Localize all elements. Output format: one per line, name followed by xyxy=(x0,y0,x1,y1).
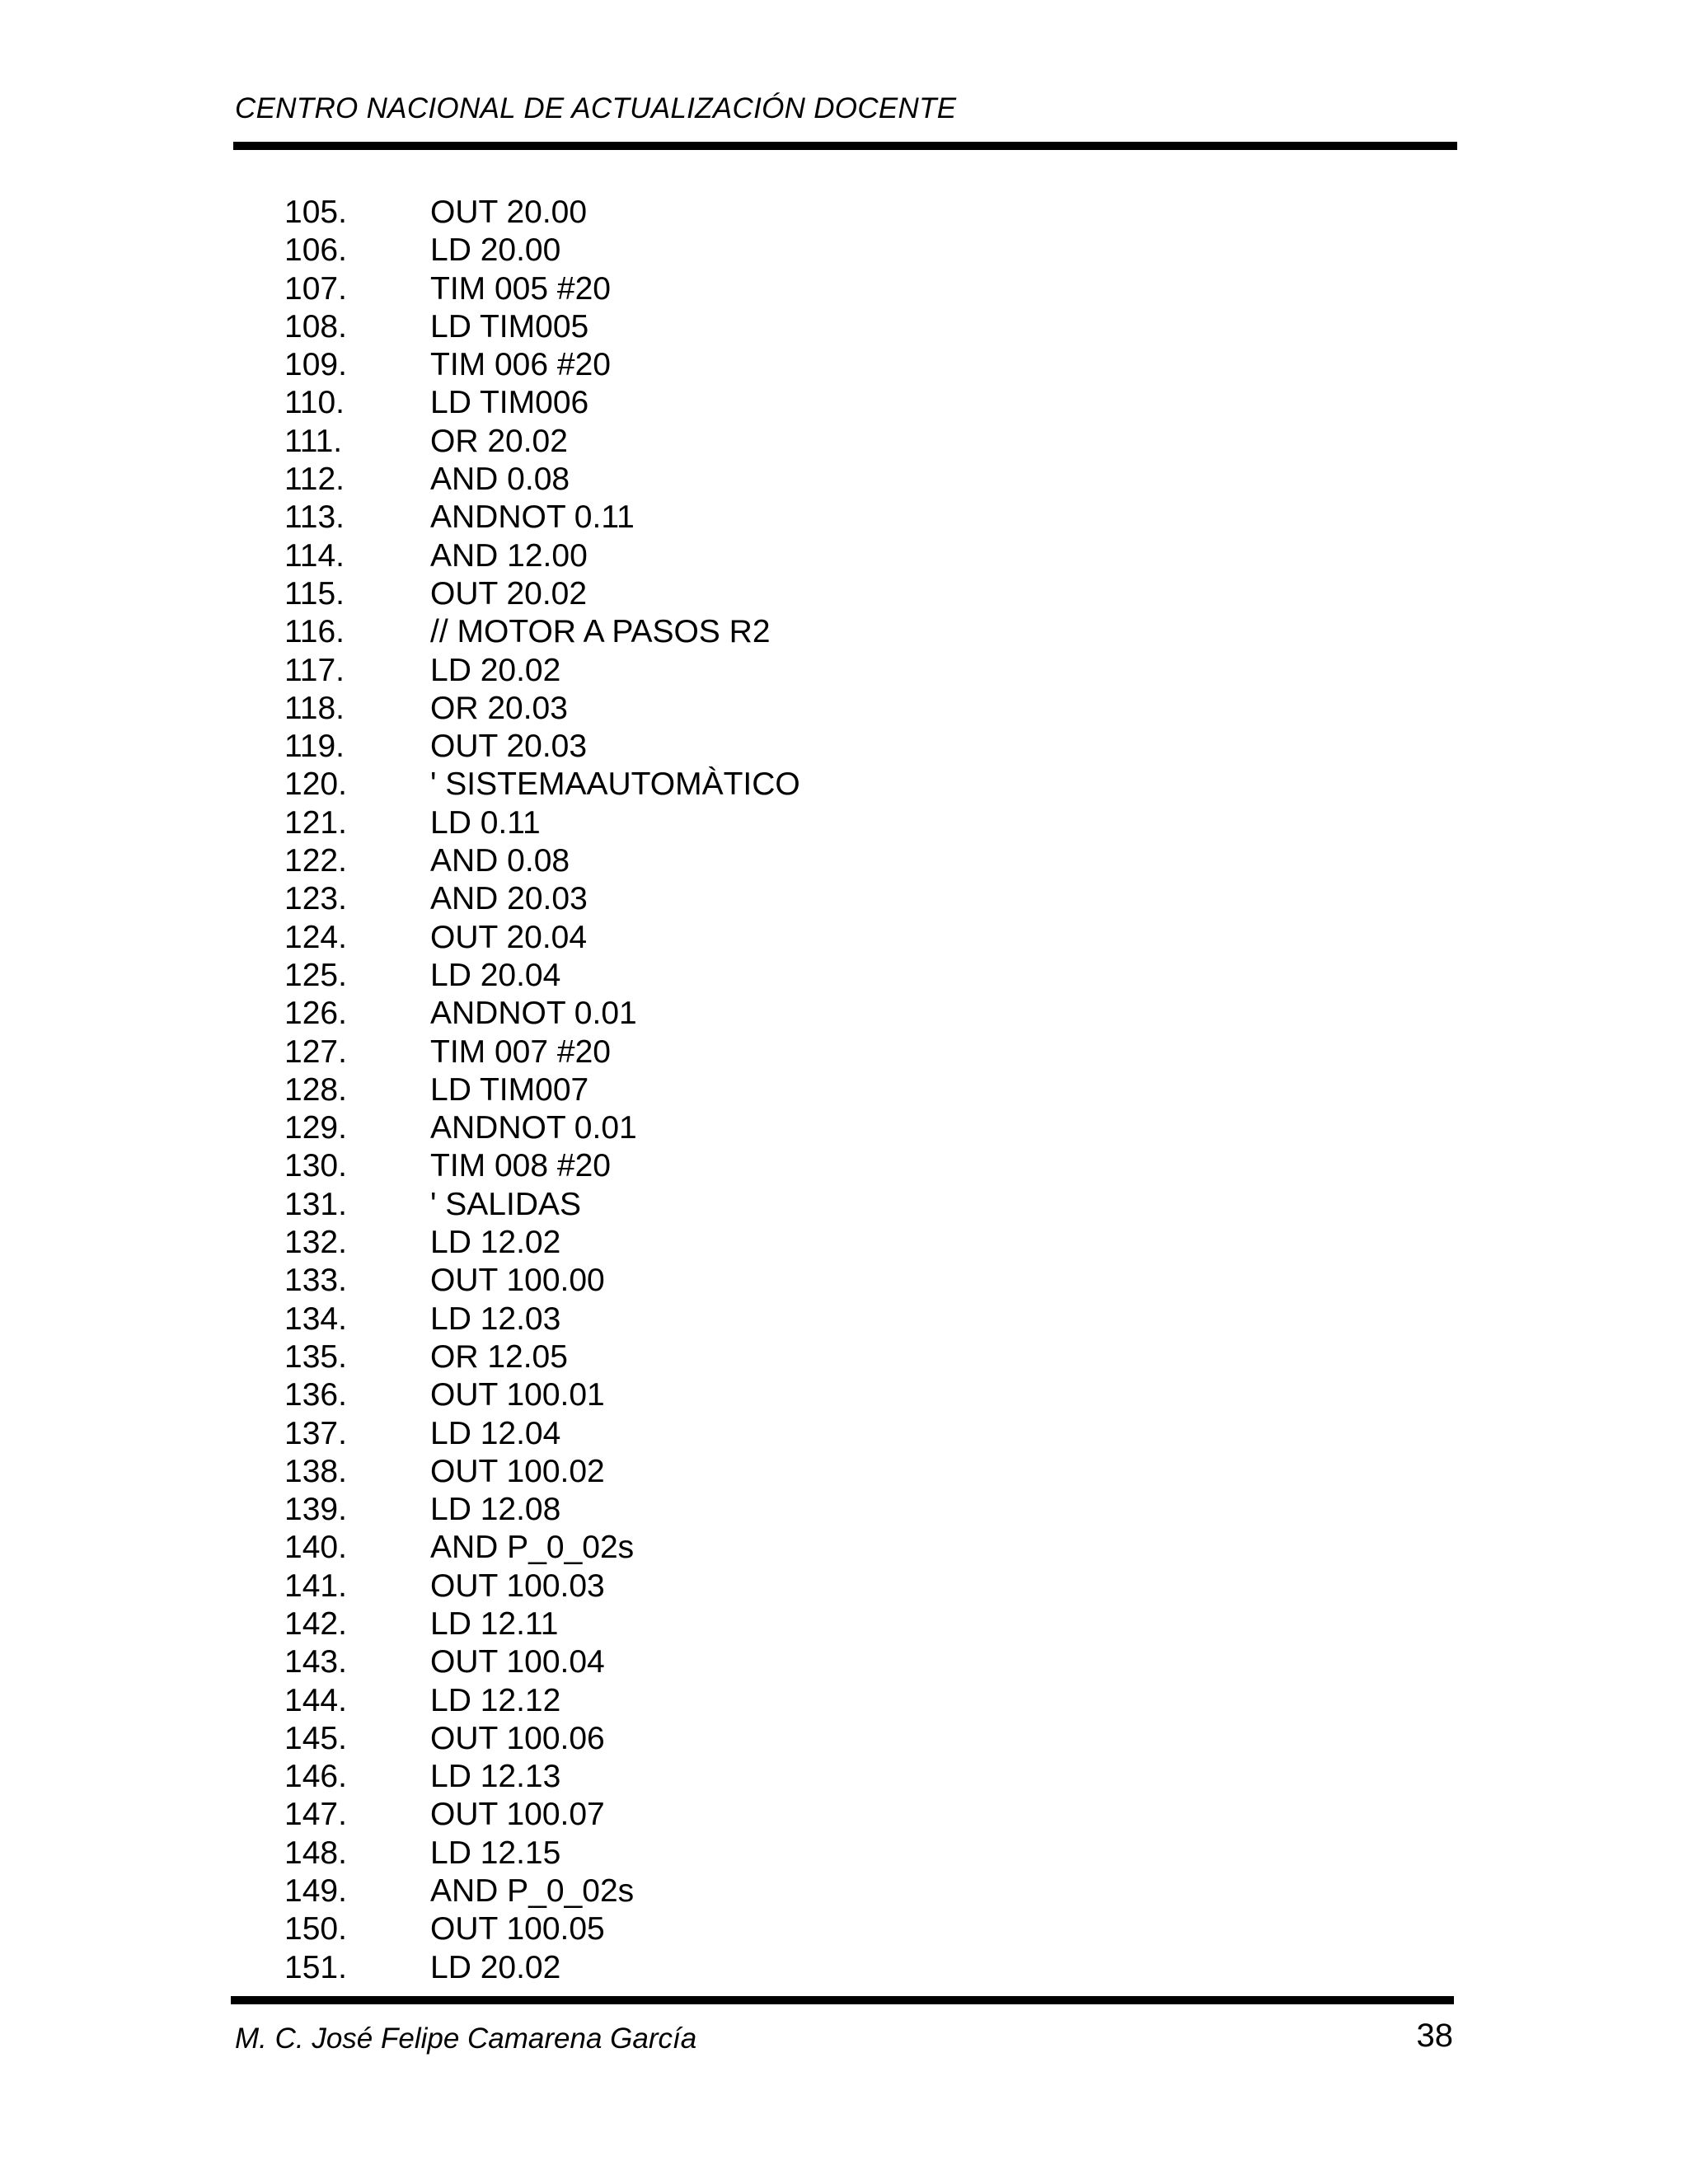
code-line xyxy=(0,613,1688,651)
header-rule xyxy=(233,142,1457,150)
line-number: 137. xyxy=(284,1415,347,1451)
instruction: AND 20.03 xyxy=(430,881,588,917)
line-number: 141. xyxy=(284,1568,347,1604)
code-line xyxy=(0,1109,1688,1147)
code-line xyxy=(0,1872,1688,1910)
instruction: ANDNOT 0.01 xyxy=(430,996,637,1032)
code-line xyxy=(0,1605,1688,1643)
instruction: OUT 20.00 xyxy=(430,194,588,230)
code-line xyxy=(0,1682,1688,1720)
code-line xyxy=(0,194,1688,232)
line-number: 132. xyxy=(284,1225,347,1261)
line-number: 129. xyxy=(284,1110,347,1146)
instruction: OUT 100.03 xyxy=(430,1568,605,1604)
instruction: LD 12.02 xyxy=(430,1225,561,1261)
footer-rule xyxy=(231,1996,1454,2004)
instruction: AND 0.08 xyxy=(430,462,570,498)
line-number: 149. xyxy=(284,1873,347,1910)
instruction: OUT 20.02 xyxy=(430,575,588,612)
code-line xyxy=(0,1338,1688,1376)
code-line xyxy=(0,1949,1688,1987)
line-number: 135. xyxy=(284,1338,347,1375)
instruction: OUT 20.03 xyxy=(430,729,588,765)
line-number: 122. xyxy=(284,843,347,879)
line-number: 140. xyxy=(284,1530,347,1566)
instruction: ANDNOT 0.01 xyxy=(430,1110,637,1146)
instruction: AND 0.08 xyxy=(430,843,570,879)
code-line xyxy=(0,995,1688,1033)
line-number: 136. xyxy=(284,1377,347,1413)
line-number: 142. xyxy=(284,1605,347,1642)
page-number: 38 xyxy=(1416,2018,1453,2054)
line-number: 112. xyxy=(284,462,345,498)
instruction: TIM 008 #20 xyxy=(430,1148,611,1184)
line-number: 147. xyxy=(284,1797,347,1833)
instruction: LD 12.08 xyxy=(430,1492,561,1528)
instruction: TIM 005 #20 xyxy=(430,270,611,307)
instruction: // MOTOR A PASOS R2 xyxy=(430,614,771,650)
instruction: LD 20.02 xyxy=(430,1949,561,1985)
line-number: 124. xyxy=(284,919,347,955)
instruction: OUT 100.05 xyxy=(430,1911,605,1947)
code-line xyxy=(0,880,1688,918)
code-line xyxy=(0,1033,1688,1071)
line-number: 116. xyxy=(284,614,345,650)
line-number: 108. xyxy=(284,308,347,344)
instruction: TIM 007 #20 xyxy=(430,1033,611,1070)
line-number: 110. xyxy=(284,385,345,421)
instruction: OUT 20.04 xyxy=(430,919,588,955)
code-line xyxy=(0,1453,1688,1491)
instruction: LD 20.02 xyxy=(430,652,561,688)
line-number: 115. xyxy=(284,575,345,612)
line-number: 127. xyxy=(284,1033,347,1070)
footer-author: M. C. José Felipe Camarena García xyxy=(235,2022,697,2055)
code-line xyxy=(0,308,1688,346)
line-number: 130. xyxy=(284,1148,347,1184)
line-number: 125. xyxy=(284,957,347,993)
instruction: OUT 100.01 xyxy=(430,1377,605,1413)
line-number: 117. xyxy=(284,652,345,688)
code-line xyxy=(0,1568,1688,1605)
instruction: LD 20.04 xyxy=(430,957,561,993)
code-line xyxy=(0,537,1688,575)
code-line xyxy=(0,232,1688,269)
instruction: TIM 006 #20 xyxy=(430,347,611,383)
line-number: 118. xyxy=(284,690,345,726)
code-line xyxy=(0,1262,1688,1300)
code-line xyxy=(0,1301,1688,1338)
code-line xyxy=(0,423,1688,461)
instruction: OR 20.03 xyxy=(430,690,568,726)
line-number: 120. xyxy=(284,766,347,803)
code-line xyxy=(0,652,1688,690)
instruction: OR 12.05 xyxy=(430,1338,568,1375)
instruction: OUT 100.00 xyxy=(430,1263,605,1299)
line-number: 134. xyxy=(284,1301,347,1337)
instruction: AND P_0_02s xyxy=(430,1873,635,1910)
instruction: OUT 100.06 xyxy=(430,1720,605,1756)
code-line xyxy=(0,1529,1688,1567)
line-number: 139. xyxy=(284,1492,347,1528)
line-number: 107. xyxy=(284,270,347,307)
line-number: 138. xyxy=(284,1453,347,1489)
line-number: 121. xyxy=(284,804,347,841)
code-line xyxy=(0,1720,1688,1758)
line-number: 128. xyxy=(284,1071,347,1108)
running-header: CENTRO NACIONAL DE ACTUALIZACIÓN DOCENTE xyxy=(235,92,957,124)
instruction: ' SISTEMAAUTOMÀTICO xyxy=(430,766,800,803)
line-number: 114. xyxy=(284,537,345,574)
code-line xyxy=(0,919,1688,957)
line-number: 106. xyxy=(284,232,347,269)
instruction: LD 20.00 xyxy=(430,232,561,269)
line-number: 123. xyxy=(284,881,347,917)
instruction: LD 12.11 xyxy=(430,1605,559,1642)
line-number: 144. xyxy=(284,1682,347,1718)
code-line xyxy=(0,384,1688,422)
line-number: 143. xyxy=(284,1644,347,1680)
line-number: 111. xyxy=(284,423,343,459)
code-line xyxy=(0,346,1688,384)
line-number: 113. xyxy=(284,499,345,536)
instruction: LD TIM006 xyxy=(430,385,589,421)
code-line xyxy=(0,499,1688,537)
instruction: AND P_0_02s xyxy=(430,1530,635,1566)
code-line xyxy=(0,270,1688,308)
code-line xyxy=(0,1376,1688,1414)
instruction: OR 20.02 xyxy=(430,423,568,459)
line-number: 133. xyxy=(284,1263,347,1299)
code-line xyxy=(0,766,1688,804)
instruction: ' SALIDAS xyxy=(430,1186,582,1222)
line-number: 145. xyxy=(284,1720,347,1756)
code-line xyxy=(0,690,1688,728)
code-line xyxy=(0,1643,1688,1681)
code-listing xyxy=(0,194,1688,1987)
code-line xyxy=(0,1491,1688,1529)
instruction: LD TIM007 xyxy=(430,1071,589,1108)
code-line xyxy=(0,957,1688,995)
instruction: ANDNOT 0.11 xyxy=(430,499,635,536)
instruction: LD 12.03 xyxy=(430,1301,561,1337)
code-line xyxy=(0,1224,1688,1262)
line-number: 105. xyxy=(284,194,347,230)
code-line xyxy=(0,461,1688,499)
code-line xyxy=(0,1835,1688,1872)
code-line xyxy=(0,1147,1688,1185)
line-number: 146. xyxy=(284,1759,347,1795)
code-line xyxy=(0,842,1688,880)
instruction: LD 12.04 xyxy=(430,1415,561,1451)
instruction: LD TIM005 xyxy=(430,308,589,344)
line-number: 148. xyxy=(284,1835,347,1871)
line-number: 109. xyxy=(284,347,347,383)
instruction: OUT 100.04 xyxy=(430,1644,605,1680)
line-number: 119. xyxy=(284,729,345,765)
code-line xyxy=(0,804,1688,842)
instruction: LD 12.12 xyxy=(430,1682,561,1718)
code-line xyxy=(0,1415,1688,1453)
instruction: OUT 100.07 xyxy=(430,1797,605,1833)
instruction: LD 0.11 xyxy=(430,804,541,841)
line-number: 131. xyxy=(284,1186,347,1222)
code-line xyxy=(0,1910,1688,1948)
code-line xyxy=(0,1071,1688,1109)
line-number: 150. xyxy=(284,1911,347,1947)
code-line xyxy=(0,1796,1688,1834)
instruction: OUT 100.02 xyxy=(430,1453,605,1489)
code-line xyxy=(0,1758,1688,1796)
line-number: 151. xyxy=(284,1949,347,1985)
instruction: LD 12.15 xyxy=(430,1835,561,1871)
code-line xyxy=(0,728,1688,766)
instruction: LD 12.13 xyxy=(430,1759,561,1795)
code-line xyxy=(0,575,1688,613)
line-number: 126. xyxy=(284,996,347,1032)
code-line xyxy=(0,1186,1688,1224)
instruction: AND 12.00 xyxy=(430,537,588,574)
